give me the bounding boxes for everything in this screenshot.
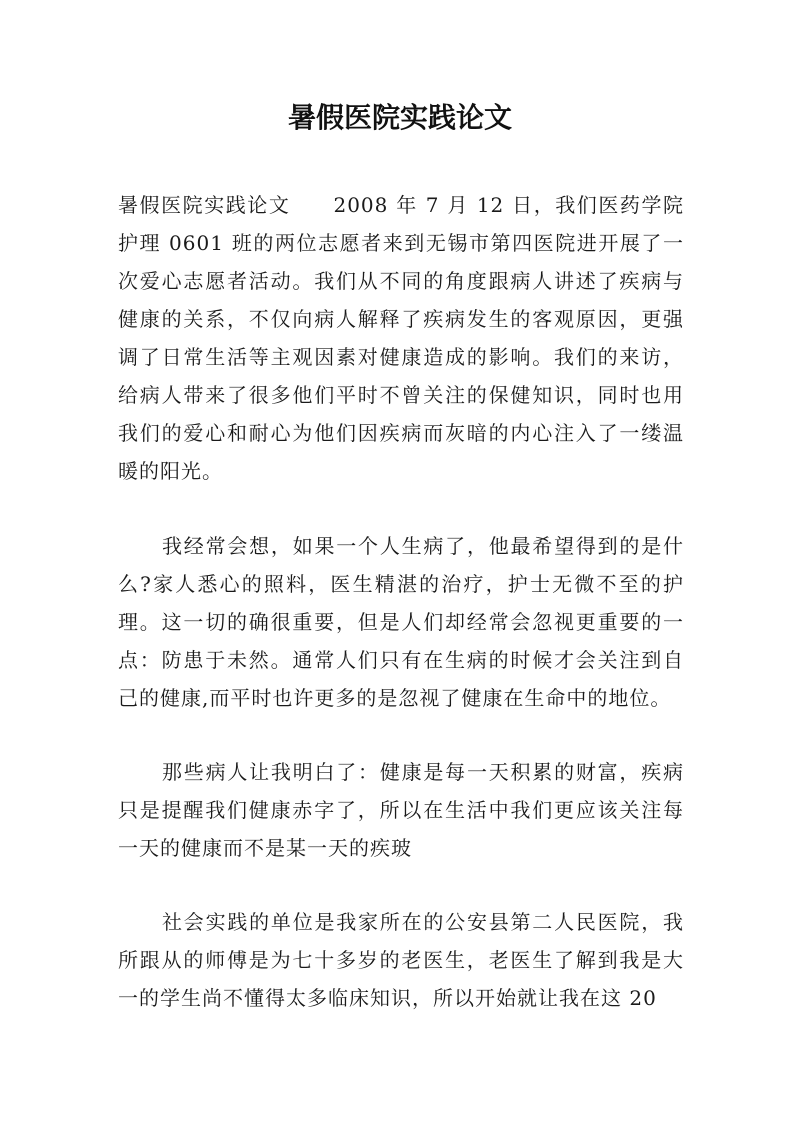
body-paragraph: 社会实践的单位是我家所在的公安县第二人民医院，我所跟从的师傅是为七十多岁的老医生，老医生了解到我是大一的学生尚不懂得太多临床知识，所以开始就让我在这 20 bbox=[118, 910, 684, 1010]
body-paragraph: 暑假医院实践论文 2008 年 7 月 12 日，我们医药学院护理 0601 班的两位志愿者来到无锡市第四医院进开展了一次爱心志愿者活动。我们从不同的角度跟病人讲述了疾病与健康的关系，不仅向病人解释了疾病发生的客观原因，更强调了日常生活等主观因素对健康造成的影响。我们的来访，给病人带来了很多他们平时不曾关注的保健知识，同时也用我们的爱心和耐心为他们因疾病而灰暗的内心注入了一缕温暖的阳光。 bbox=[118, 193, 684, 483]
page-title: 暑假医院实践论文 bbox=[287, 101, 512, 134]
body-paragraph: 那些病人让我明白了：健康是每一天积累的财富，疾病只是提醒我们健康赤字了，所以在生活中我们更应该关注每一天的健康而不是某一天的疾玻 bbox=[118, 760, 684, 860]
body-paragraph: 我经常会想，如果一个人生病了，他最希望得到的是什么?家人悉心的照料，医生精湛的治疗，护士无微不至的护理。这一切的确很重要，但是人们却经常会忽视更重要的一点：防患于未然。通常人们只有在生病的时候才会关注到自己的健康,而平时也许更多的是忽视了健康在生命中的地位。 bbox=[118, 534, 684, 710]
